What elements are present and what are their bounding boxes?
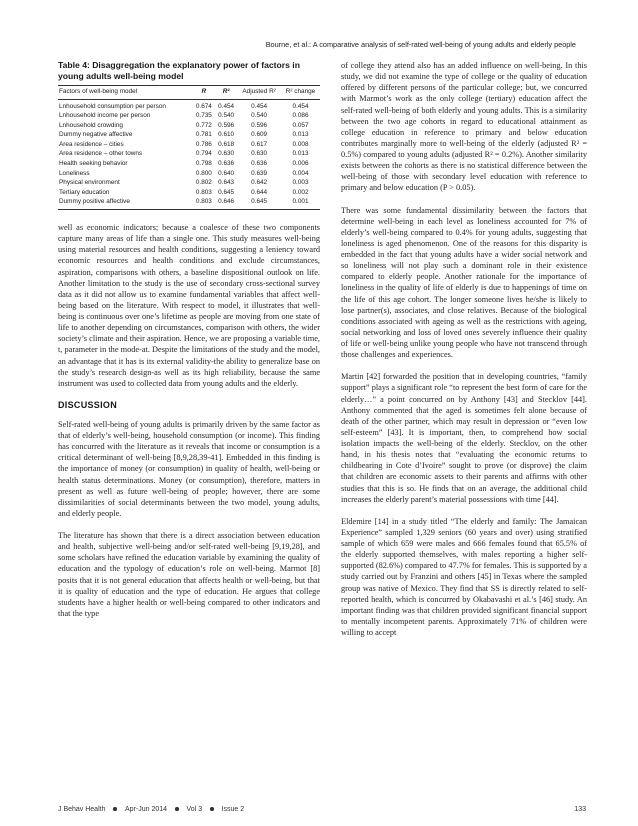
table-cell-factor: Health seeking behavior — [59, 159, 128, 167]
table-cell-value: 0.540 — [218, 112, 235, 120]
column-header-r2: R² — [222, 88, 230, 95]
table-cell-factor: Tertiary education — [59, 188, 110, 196]
table-row — [58, 188, 320, 198]
table-cell-value: 0.735 — [195, 112, 212, 120]
table-cell-factor: Physical environment — [59, 179, 120, 187]
table-row — [58, 197, 320, 209]
table-header-row — [58, 86, 320, 100]
table-cell-value: 0.008 — [292, 140, 309, 148]
table-row — [58, 169, 320, 179]
table-row — [58, 140, 320, 150]
left-paragraph-3: The literature has shown that there is a direct association between education and health, subjective well-being and/or self-rated well-being [9,19,28], and some scholars have refined the education variable by examining the quality of education and the typology of education’s role on well-being. Marmot [8] posits that it is not general education that affects health or well-being, but that it is quality of education and the type of education. He argues that college students have a higher health or well-being compared to other indicators and that the type — [58, 531, 320, 618]
table-row — [58, 121, 320, 131]
page-number: 133 — [574, 806, 586, 813]
table-row — [58, 111, 320, 121]
right-column — [341, 60, 587, 649]
table-cell-factor: Area residence – other towns — [59, 150, 143, 158]
table-cell-value: 0.630 — [218, 150, 235, 158]
bullet-icon — [113, 807, 117, 811]
table-caption: Table 4: Disaggregation the explanatory power of factors in young adults well-being model — [58, 60, 300, 81]
discussion-heading: DISCUSSION — [58, 399, 118, 410]
right-paragraph-4: Eldemire [14] in a study titled “The elderly and family: The Jamaican Experience” sampled 1,329 seniors (60 years and over) using stratified sample of which 659 were males and 666 females found that 65.5% of the elderly supported themselves, with males reporting a higher self-supported (82.6%) compared to 47.7% for females. This is supported by a study carried out by Franzini and others [45] in Texas where the sampled group was native of Mexico. They find that SS is directly related to self-reported health, which is concurred by Okabavashi et al.’s [46] study. An important finding was that children provided significant financial support to mentally incompetent parents. Approximately 71% of children were willing to accept — [341, 516, 587, 637]
left-paragraph-1: well as economic indicators; because a coalesce of these two components capture many areas of life than a single one. This study measures well-being using material resources and health conditions, suggesting a leniency toward economic resources and health conditions and exclude circumstances, aspiration, comparisons with others, a baseline dispositional outlook on life. Another limitation to the study is the use of secondary cross-sectional survey data as it did not allow us to examine fundamental variables that affect well-being based on the literature. With respect to model, it illustrates that well-being is continuous over one’s lifetime as people are moving from one state of life to another depending on circumstances, comparison with others, the wider society’s climate and their aspiration. Hence, we are proposing a variable time, t, parameter in the mode-at. Despite the limitations of the study and the model, an advantage that it has is its external validity-the ability to generalize base on the study’s research design-as well as its high reliability, because the same instrument was used to collected data from young adults and the elderly. — [58, 223, 320, 388]
factors-table — [58, 85, 320, 210]
table-cell-value: 0.540 — [251, 112, 268, 120]
table-row — [58, 159, 320, 169]
left-column — [58, 60, 320, 630]
table-cell-value: 0.772 — [195, 121, 212, 129]
table-cell-factor: Lnhousehold crowding — [59, 121, 123, 129]
table-cell-factor: Loneliness — [59, 169, 90, 177]
table-cell-value: 0.639 — [251, 169, 268, 177]
footer-date: Apr-Jun 2014 — [124, 806, 168, 813]
table-cell-value: 0.596 — [218, 121, 235, 129]
running-header: Bourne, et al.: A comparative analysis of self-rated well-being of young adults and elderly people — [265, 40, 576, 49]
footer-issue: Issue 2 — [221, 806, 245, 813]
table-cell-value: 0.610 — [218, 131, 235, 139]
table-cell-value: 0.454 — [218, 102, 235, 110]
right-paragraph-2: There was some fundamental dissimilarity between the factors that determine well-being in each level as loneliness accounted for 7% of elderly’s well-being compared to 0.4% for young adults, suggesting that loneliness is aged phenomenon. One of the reasons for this disparity is embedded in the fact that young adults have a wider social network and so loneliness will not play such a dominant role in their existence compared to elderly people. Another rationale for the importance of loneliness in the quality of life of elderly is due to happenings of time on the life of this age cohort. The longer someone lives he/she is likely to lose partner(s), associates, and close relatives. Because of the biological conditions associated with ageing as well as the restrictions with ageing, social networking and loss of loved ones severely influence their quality of life or well-being unlike young people who have not transcend through those challenges and experiences. — [341, 205, 587, 360]
table-cell-value: 0.644 — [251, 188, 268, 196]
column-header-factors: Factors of well-being model — [59, 88, 138, 95]
table-cell-value: 0.643 — [218, 179, 235, 187]
bullet-icon — [175, 807, 179, 811]
table-cell-value: 0.057 — [292, 121, 309, 129]
table-cell-value: 0.640 — [218, 169, 235, 177]
table-cell-value: 0.803 — [195, 188, 212, 196]
table-cell-value: 0.454 — [251, 102, 268, 110]
table-cell-value: 0.002 — [292, 188, 309, 196]
table-row — [58, 178, 320, 188]
table-cell-value: 0.454 — [292, 102, 309, 110]
table-row — [58, 130, 320, 140]
right-paragraph-3: Martin [42] forwarded the position that in developing countries, “family support” plays a significant role “to represent the best form of care for the elderly…” a point concurred on by Anthony [43] and Stecklov [44]. Anthony commented that the aged is sometimes felt alone because of death of the other partner, which may result in depression or “even low self-esteem” [43]. It is important, then, to comprehend how social isolation impacts the well-being of the elderly. Stecklov, on the other hand, in his thesis notes that “evaluating the economic returns to childbearing in Cote d’Ivoire” sought to prove (or disprove) the claim that children are economic assets to their parents and affirms with other studies that this is so. He finds that on an average, the additional child increases the elderly parent’s material possessions with time [44]. — [341, 372, 587, 504]
column-header-r: R — [201, 88, 207, 95]
table-cell-value: 0.781 — [195, 131, 212, 139]
table-cell-value: 0.617 — [251, 140, 268, 148]
column-header-adjusted-r2: Adjusted R² — [242, 88, 276, 95]
table-cell-factor: Lnhousehold income per person — [59, 112, 151, 120]
table-cell-value: 0.636 — [251, 159, 268, 167]
table-cell-value: 0.642 — [251, 179, 268, 187]
table-cell-value: 0.803 — [195, 198, 212, 206]
table-cell-value: 0.674 — [195, 102, 212, 110]
table-cell-value: 0.800 — [195, 169, 212, 177]
right-paragraph-1: of college they attend also has an added influence on well-being. In this study, we did not examine the type of college or the quality of education offered by different persons of the particular college; but, we concurred with Marmot’s work as the only college (tertiary) education affect the self-rated well-being of both elderly and young adults. This is a similarity between the two age cohorts in regard to educational attainment as college education in reference to primary and below education contributes marginally more to well-being of the elderly (adjusted R² = 0.5%) compared to young adults (adjusted R² = 0.2%). Another similarity exists between the cohorts as there is no statistical difference between the well-being of those with secondary level education with reference to primary and below education (P > 0.05). — [341, 61, 587, 193]
table-cell-value: 0.618 — [218, 140, 235, 148]
table-cell-factor: Dummy negative affective — [59, 131, 133, 139]
table-cell-value: 0.086 — [292, 112, 309, 120]
table-cell-value: 0.013 — [292, 150, 309, 158]
table-cell-value: 0.645 — [218, 188, 235, 196]
table-cell-value: 0.630 — [251, 150, 268, 158]
footer-volume: Vol 3 — [186, 806, 203, 813]
table-cell-value: 0.001 — [292, 198, 309, 206]
table-cell-value: 0.596 — [251, 121, 268, 129]
footer-citation — [58, 806, 244, 813]
table-cell-value: 0.004 — [292, 169, 309, 177]
table-cell-value: 0.609 — [251, 131, 268, 139]
table-row — [58, 150, 320, 160]
footer-journal: J Behav Health — [58, 806, 106, 813]
table-cell-value: 0.003 — [292, 179, 309, 187]
table-cell-value: 0.013 — [292, 131, 309, 139]
table-body — [58, 99, 320, 210]
table-cell-value: 0.786 — [195, 140, 212, 148]
left-paragraph-2: Self-rated well-being of young adults is primarily driven by the same factor as that of elderly’s well-being, household consumption (or income). This finding has concurred with the literature as it reveals that income or consumption is a critical determinant of well-being [8,9,28,39-41]. Embedded in this finding is the importance of money (or consumption) in quality of health, well-being or health status determinations. Money (or consumption), therefore, matters in present as well as future well-being of people; however, there are some dissimilarities of social determinants between the two model, young adults, and elderly people. — [58, 419, 320, 518]
table-row — [58, 99, 320, 111]
table-cell-value: 0.006 — [292, 159, 309, 167]
table-cell-value: 0.802 — [195, 179, 212, 187]
table-cell-value: 0.636 — [218, 159, 235, 167]
table-cell-value: 0.794 — [195, 150, 212, 158]
table-cell-factor: Lnhousehold consumption per person — [59, 102, 166, 110]
table-cell-value: 0.798 — [195, 159, 212, 167]
table-cell-factor: Area residence – cities — [59, 140, 124, 148]
table-cell-factor: Dummy positive affective — [59, 198, 130, 206]
table-cell-value: 0.646 — [218, 198, 235, 206]
bullet-icon — [210, 807, 214, 811]
table-cell-value: 0.645 — [251, 198, 268, 206]
column-header-r2-change: R² change — [285, 88, 316, 95]
